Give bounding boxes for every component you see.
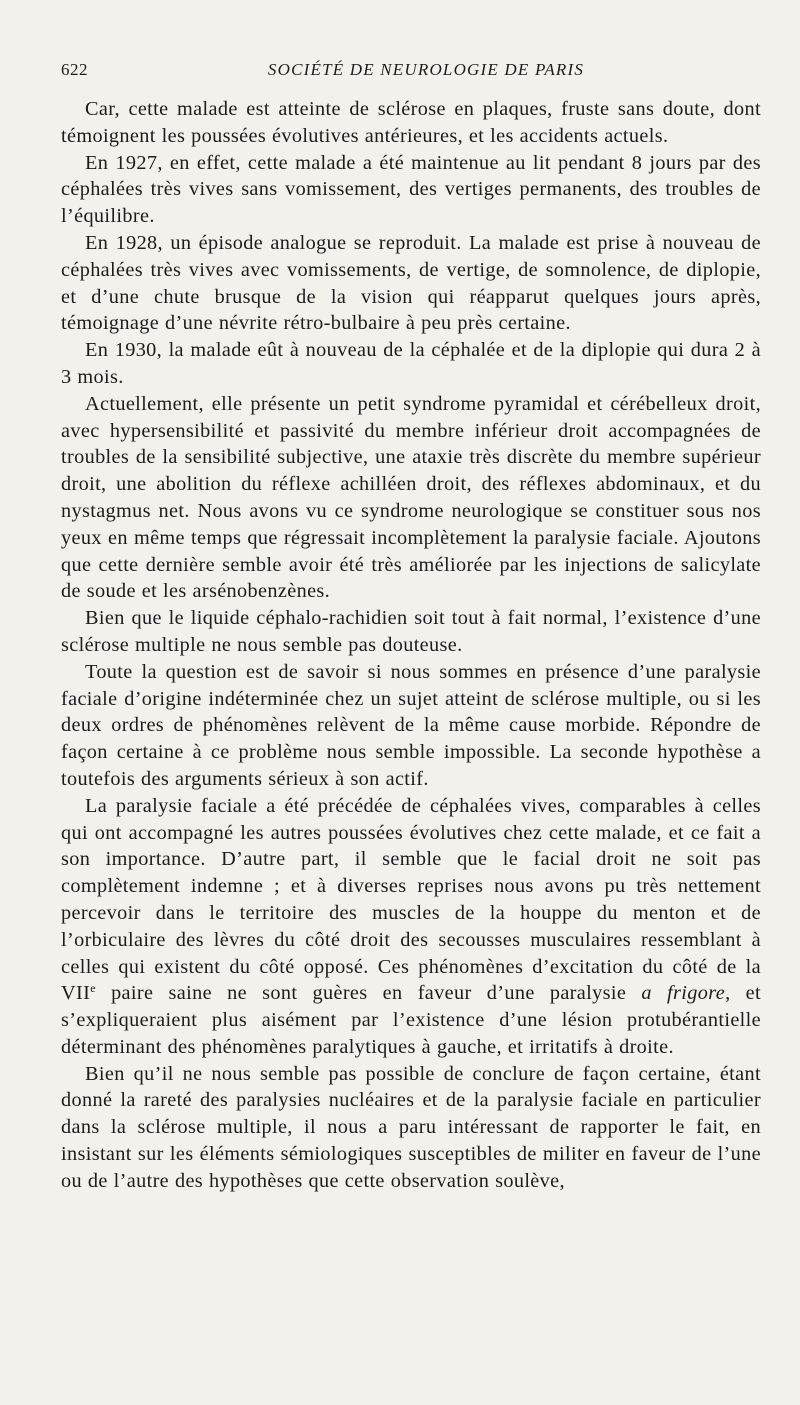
paragraph-1: Car, cette malade est atteinte de sclérose en plaques, fruste sans doute, dont témoignent les poussées évolutives antérieures, et les accidents actuels. — [61, 98, 761, 147]
paragraph-8-text-a: La paralysie faciale a été précédée de céphalées vives, comparables à celles qui ont accompagné les autres poussées évolutives chez cette malade, et ce fait a son importance. D’autre part, il semble que le facial droit ne soit pas complètement indemne ; et à diverses reprises nous avons pu très nettement percevoir dans le territoire des muscles de la houppe du menton et de l’orbiculaire des lèvres du côté droit des secousses musculaires ressemblant à celles qui existent du côté opposé. Ces phénomènes d’excitation du côté de la VII — [61, 794, 761, 1005]
paragraph-4: En 1930, la malade eût à nouveau de la céphalée et de la diplopie qui dura 2 à 3 mois. — [61, 339, 761, 388]
article-body — [61, 96, 761, 1195]
page-number: 622 — [61, 60, 88, 79]
running-title: SOCIÉTÉ DE NEUROLOGIE DE PARIS — [267, 60, 585, 79]
paragraph-3: En 1928, un épisode analogue se reproduit. La malade est prise à nouveau de céphalées très vives avec vomissements, de vertige, de somnolence, de diplopie, et d’une chute brusque de la vision qui réapparut quelques jours après, témoignage d’une névrite rétro-bulbaire à peu près certaine. — [61, 231, 761, 335]
ordinal-superscript: e — [90, 981, 96, 996]
paragraph-9: Bien qu’il ne nous semble pas possible de conclure de façon certaine, étant donné la rareté des paralysies nucléaires et de la paralysie faciale en particulier dans la sclérose multiple, il nous a paru intéressant de rapporter le fait, en insistant sur les éléments sémiologiques susceptibles de militer en faveur de l’une ou de l’autre des hypothèses que cette observation soulève, — [61, 1062, 761, 1192]
paragraph-6: Bien que le liquide céphalo-rachidien soit tout à fait normal, l’existence d’une sclérose multiple ne nous semble pas douteuse. — [61, 607, 761, 656]
paragraph-8-text-b: paire saine ne sont guères en faveur d’une paralysie — [95, 982, 642, 1005]
italic-term: a frigore — [641, 982, 726, 1005]
paragraph-5: Actuellement, elle présente un petit syndrome pyramidal et cérébelleux droit, avec hypersensibilité et passivité du membre inférieur droit accompagnées de troubles de la sensibilité subjective, une ataxie très discrète du membre supérieur droit, une abolition du réflexe achilléen droit, des réflexes abdominaux, et du nystagmus net. Nous avons vu ce syndrome neurologique se constituer sous nos yeux en même temps que régressait incomplètement la paralysie faciale. Ajoutons que cette dernière semble avoir été très améliorée par les injections de salicylate de soude et les arsénobenzènes. — [61, 392, 761, 603]
paragraph-8 — [61, 793, 761, 1061]
page-header — [61, 60, 761, 86]
paragraph-7: Toute la question est de savoir si nous sommes en présence d’une paralysie faciale d’origine indéterminée chez un sujet atteint de sclérose multiple, ou si les deux ordres de phénomènes relèvent de la même cause morbide. Répondre de façon certaine à ce problème nous semble impossible. La seconde hypothèse a toutefois des arguments sérieux à son actif. — [61, 660, 761, 790]
paragraph-2: En 1927, en effet, cette malade a été maintenue au lit pendant 8 jours par des céphalées très vives sans vomissement, des vertiges permanents, des troubles de l’équilibre. — [61, 151, 761, 228]
paragraph-8-text-c: , et s’expliqueraient plus aisément par l’existence d’une lésion protubérantielle déterminant des phénomènes paralytiques à gauche, et irritatifs à droite. — [61, 982, 761, 1058]
